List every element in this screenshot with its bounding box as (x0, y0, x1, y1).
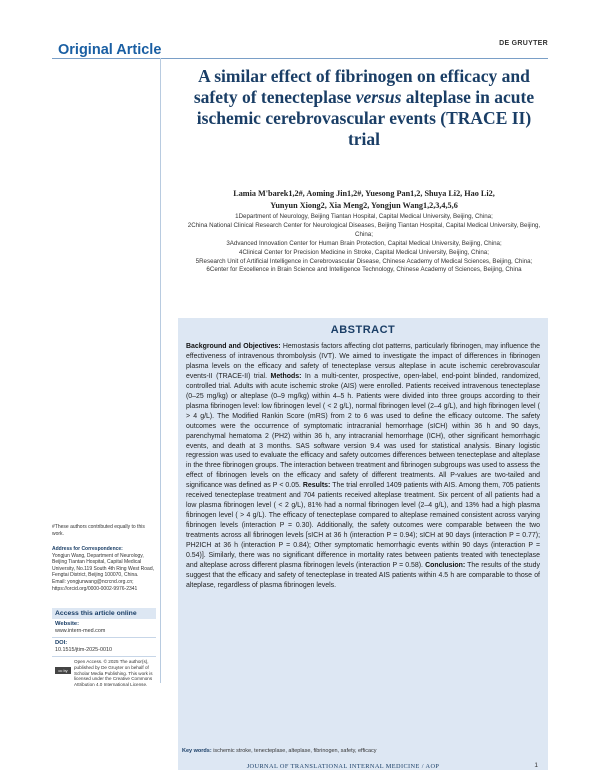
abstract-body (186, 342, 540, 591)
methods-text: In a multi-center, prospective, open-label, end-point blinded, randomized, controlled trial. Adults with acute ischemic stroke (AIS) were enrolled. Patients received intravenous tenecteplase (0–25 mg/kg) or alteplase (0–9 mg/kg) within 4–5 h. Patients were divided into three groups according to their plasma fibrinogen level: low fibrinogen level ( < 2 g/L), normal fibrinogen level (2–4 g/L), and high fibrinogen level ( > 4 g/L). The Modified Rankin Score (mRS) from 2 to 6 was used to define the efficacy outcome. The safety outcomes were the occurrence of symptomatic intracranial hemorrhage (sICH) within 36 h and 90 days, parenchymal hematoma 2 (PH2) within 36 h, any intracranial hemorrhage (ICH), other significant hemorrhagic events, and death at 3 months. SAS software version 9.4 was used for statistical analysis. Binary logistic regression was used to evaluate the efficacy and safety outcomes differences between tenecteplase and alteplase in the three fibrinogen groups. The interaction between treatment and fibrinogen subgroups was used to assess the effect of fibrinogen levels on the efficacy and safety of different treatments. All P-values are two-tailed and significance was defined as P < 0.05. (186, 372, 541, 490)
affiliation: 4Clinical Center for Precision Medicine in Stroke, Capital Medical University, Beijing, China; (239, 248, 489, 256)
title-part-2: alteplase in acute ischemic cerebrovascular events (TRACE II) trial (196, 87, 535, 149)
results-label: Results: (302, 482, 331, 490)
correspondence-label: Address for Correspondence: (52, 546, 123, 552)
keywords (182, 748, 377, 754)
author-line-1: Lamia M'barek1,2#, Aoming Jin1,2#, Yuesong Pan1,2, Shuya Li2, Hao Li2, (233, 189, 495, 198)
license-note (52, 657, 156, 690)
doi-row (52, 638, 156, 657)
correspondence-text: Yongjun Wang, Department of Neurology, Beijing Tiantan Hospital, Capital Medical University, No.119 South 4th Ring West Road, Fengtai District, Beijing 100070, China. (52, 552, 154, 579)
affiliation: 5Research Unit of Artificial Intelligence in Cerebrovascular Disease, Chinese Academy of Medical Sciences, Beijing, China; (195, 257, 533, 265)
affiliation: 2China National Clinical Research Center for Neurological Diseases, Beijing Tiantan Hospital, Capital Medical University, Beijing, China; (187, 221, 541, 238)
header-rule (52, 58, 548, 59)
access-panel (52, 608, 156, 690)
website-row (52, 619, 156, 638)
publisher-logo: DE GRUYTER (499, 40, 548, 47)
license-text: Open Access. © 2025 The author(s), published by De Gruyter on behalf of Scholar Media Publishing. This work is licensed under the Creative Commons Attribution 4.0 International License. (74, 659, 153, 688)
cc-license-icon: cc by (55, 667, 71, 674)
correspondence-email[interactable]: Email: yongjunwang@ncrcnd.org.cn; https://orcid.org/0000-0002-9976-2341 (52, 578, 138, 592)
affiliation: 6Center for Excellence in Brain Science and Intelligence Technology, Chinese Academy of Sciences, Beijing, China (206, 266, 522, 274)
doi-link[interactable]: 10.1515/jtim-2025-0010 (55, 647, 112, 653)
affiliation: 3Advanced Innovation Center for Human Brain Protection, Capital Medical University, Beijing, China; (226, 239, 502, 247)
abstract-box (178, 318, 548, 770)
article-title (180, 66, 548, 150)
access-heading: Access this article online (52, 608, 156, 619)
title-part-1: A similar effect of fibrinogen on efficacy and safety of tenecteplase (193, 66, 530, 107)
keywords-label: Key words: (182, 748, 212, 754)
correspondence (52, 546, 154, 592)
keywords-text: ischemic stroke, tenecteplase, alteplase, fibrinogen, safety, efficacy (213, 748, 377, 754)
sidebar-divider (160, 58, 161, 683)
journal-footer: JOURNAL OF TRANSLATIONAL INTERNAL MEDICINE / AOP (246, 763, 440, 770)
doi-label: DOI: (55, 640, 68, 646)
background-label: Background and Objectives: (186, 343, 281, 350)
title-italic: versus (355, 87, 402, 107)
methods-label: Methods: (270, 372, 302, 380)
conclusion-text: The results of the study suggest that the efficacy and safety of tenecteplase in treated AIS patients within 4.5 h are comparable to those of alteplase, regardless of plasma fibrinogen levels. (186, 561, 540, 589)
abstract-heading: ABSTRACT (330, 324, 396, 336)
background-text: Hemostasis factors affecting clot patterns, particularly fibrinogen, may influence the effectiveness of intravenous thrombolysis (IVT). We aimed to investigate the impact of differences in fibrinogen plasma levels on the efficacy and safety of tenecteplase versus alteplase in acute ischemic cerebrovascular events-II (TRACE-II) trial. (186, 343, 540, 380)
affiliation: 1Department of Neurology, Beijing Tiantan Hospital, Capital Medical University, Beijing, China; (235, 213, 493, 220)
page-number: 1 (534, 762, 538, 769)
results-text: The trial enrolled 1409 patients with AIS. Among them, 705 patients received tenecteplase treatment and 704 patients received alteplase treatment. Six percent of all patients had a low plasma fibrinogen level ( < 2 g/L), 81% had a normal fibrinogen level (2–4 g/L), and 13% had a high plasma fibrinogen level ( > 4 g/L). The efficacy of tenecteplase compared to alteplase remained consistent across varying fibrinogen levels (interaction P = 0.30). Additionally, the safety outcomes were comparable between the two treatments across all fibrinogen levels [sICH at 36 h (interaction P = 0.94); sICH at 90 days (interaction P = 0.77); PH2ICH at 36 h (interaction P = 0.84); Other symptomatic hemorrhagic events within 90 days (interaction P = 0.54)]. Similarly, there was no significant difference in mortality rates between patients treated with tenecteplase and alteplase across different plasma fibrinogen levels (interaction P = 0.58). (186, 482, 540, 569)
affiliations (180, 213, 548, 275)
author-list (180, 188, 548, 212)
author-line-2: Yunyun Xiong2, Xia Meng2, Yongjun Wang1,2,3,4,5,6 (270, 201, 458, 210)
equal-contribution-note: #These authors contributed equally to this work. (52, 524, 145, 537)
article-type: Original Article (58, 42, 162, 58)
website-link[interactable]: www.intern-med.com (55, 628, 106, 634)
conclusion-label: Conclusion: (425, 561, 466, 569)
website-label: Website: (55, 621, 80, 627)
